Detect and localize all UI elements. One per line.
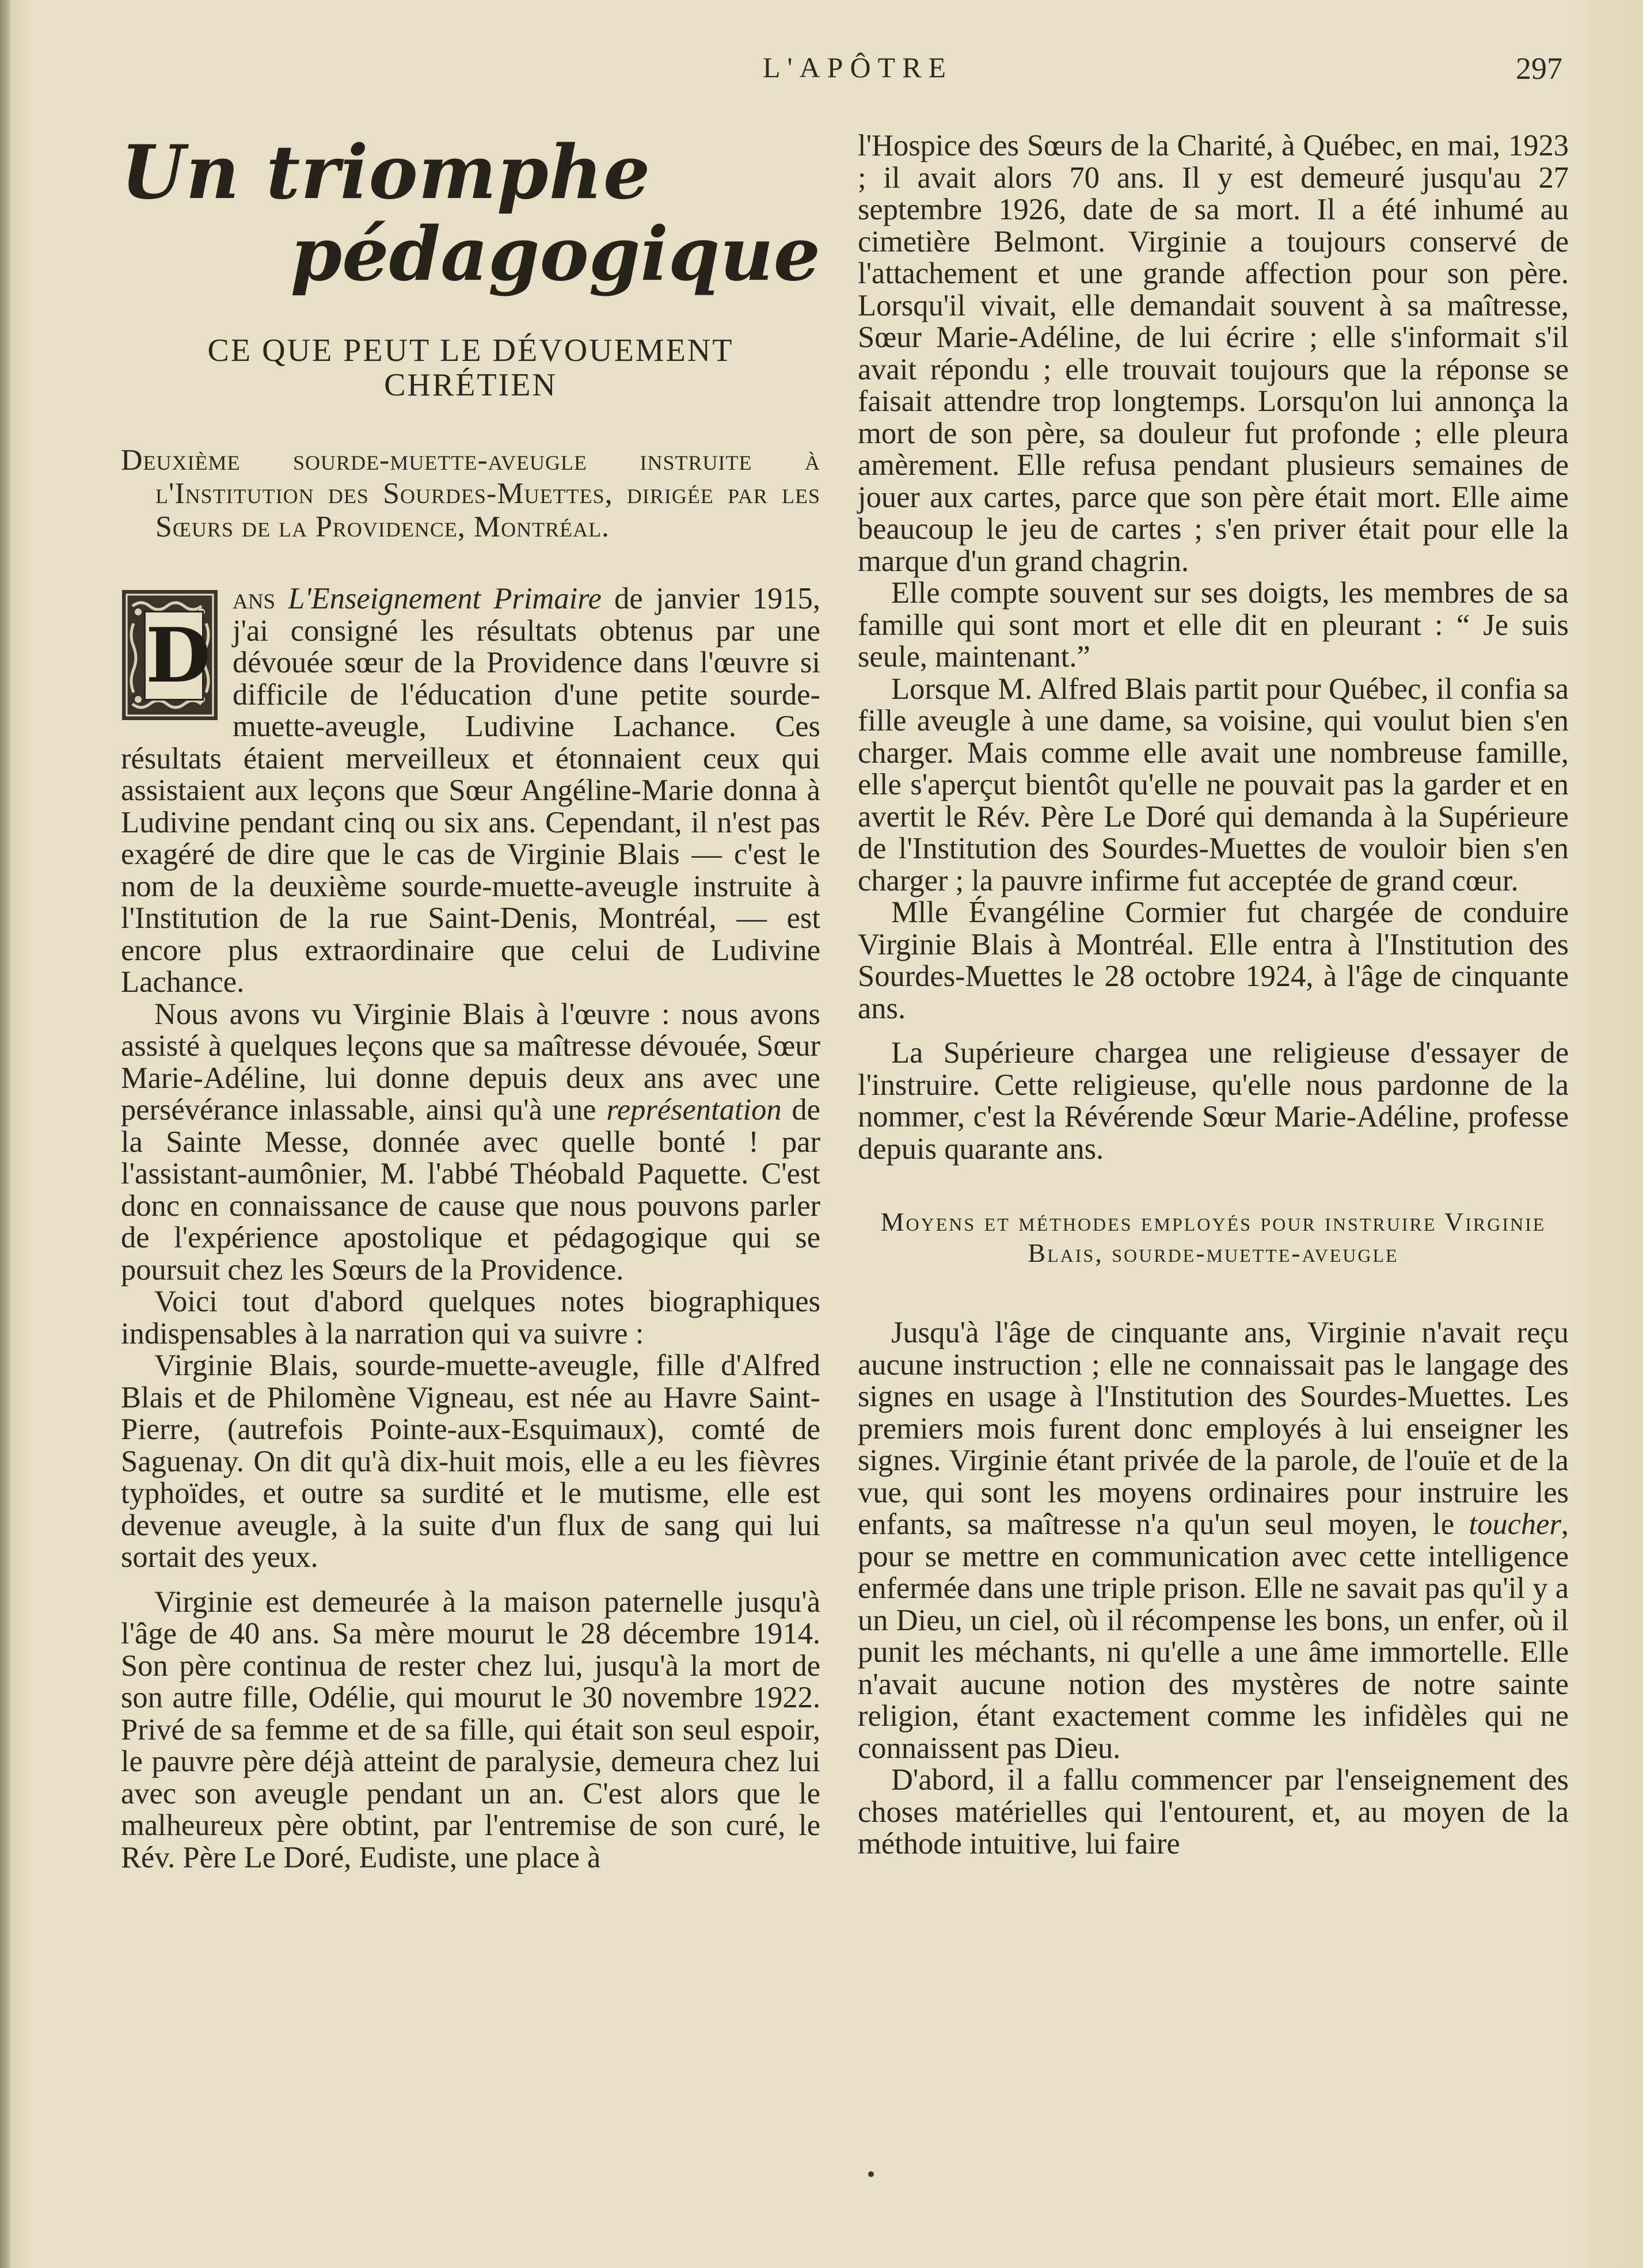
subtitle-line-1: CE QUE PEUT LE DÉVOUEMENT — [207, 333, 734, 368]
subtitle-line-2: CHRÉTIEN — [384, 367, 557, 403]
paragraph-9: Mlle Évangéline Cormier fut chargée de conduire Virginie Blais à Montréal. Elle entra à l'Institution des Sourdes-Muettes le 28 octobre 1924, à l'âge de cinquante ans. — [858, 896, 1569, 1025]
page-number: 297 — [1516, 51, 1562, 86]
title-line-2: pédagogique — [290, 211, 820, 298]
ornamental-dropcap — [121, 589, 219, 721]
article-lede: Deuxième sourde-muette-aveugle instruite à l'Institution des Sourdes-Muettes, dirigée par les Sœurs de la Providence, Montréal. — [121, 444, 820, 543]
title-line-1: Un triomphe — [121, 130, 651, 216]
paragraph-12: D'abord, il a fallu commencer par l'enseignement des choses matérielles qui l'entourent, et, au moyen de la méthode intuitive, lui faire — [858, 1763, 1569, 1860]
ink-dot — [868, 2171, 874, 2177]
paragraph-7: Elle compte souvent sur ses doigts, les membres de sa famille qui sont mort et elle dit en pleurant : “ Je suis seule, maintenant.” — [858, 576, 1569, 673]
paragraph-5: Virginie est demeurée à la maison paternelle jusqu'à l'âge de 40 ans. Sa mère mourut le 28 décembre 1914. Son père continua de rester chez lui, jusqu'à la mort de son autre fille, Odélie, qui mourut le 30 novembre 1922. Privé de sa femme et de sa fille, qui était son seul espoir, le pauvre père déjà atteint de paralysie, demeura chez lui avec son aveugle pendant un an. C'est alors que le malheureux père obtint, par l'entremise de son curé, le Rév. Père Le Doré, Eudiste, une place à — [121, 1585, 820, 1874]
paragraph-8: Lorsque M. Alfred Blais partit pour Québec, il confia sa fille aveugle à une dame, sa voisine, qui voulut bien s'en charger. Mais comme elle avait une nombreuse famille, elle s'aperçut bientôt qu'elle ne pouvait pas la garder et en avertit le Rév. Père Le Doré qui demanda à la Supérieure de l'Institution des Sourdes-Muettes de vouloir bien s'en charger ; la pauvre infirme fut acceptée de grand cœur. — [858, 672, 1569, 897]
right-column — [858, 130, 1569, 1860]
paragraph-4: Virginie Blais, sourde-muette-aveugle, fille d'Alfred Blais et de Philomène Vigneau, est née au Havre Saint-Pierre, (autrefois Pointe-aux-Esquimaux), comté de Saguenay. On dit qu'à dix-huit mois, elle a eu les fièvres typhoïdes, et outre sa surdité et le mutisme, elle est devenue aveugle, à la suite d'un flux de sang qui lui sortait des yeux. — [121, 1349, 820, 1574]
publication-title: L'Enseignement Primaire — [288, 582, 602, 615]
paragraph-2: Nous avons vu Virginie Blais à l'œuvre : nous avons assisté à quelques leçons que sa maîtresse dévouée, Sœur Marie-Adéline, lui donne depuis deux ans avec une persévérance inlassable, ainsi qu'à une représentation de la Sainte Messe, donnée avec quelle bonté ! par l'assistant-aumônier, M. l'abbé Théobald Paquette. C'est donc en connaissance de cause que nous pouvons parler de l'expérience apostolique et pédagogique qui se poursuit chez les Sœurs de la Providence. — [121, 997, 820, 1287]
paragraph-3: Voici tout d'abord quelques notes biographiques indispensables à la narration qui va suivre : — [121, 1285, 820, 1350]
article-subtitle — [121, 333, 820, 402]
left-column — [121, 130, 820, 1874]
dropcap-letter: D — [144, 611, 204, 701]
paragraph-10: La Supérieure chargea une religieuse d'essayer de l'instruire. Cette religieuse, qu'elle nous pardonne de la nommer, c'est la Révérende Sœur Marie-Adéline, professe depuis quarante ans. — [858, 1036, 1569, 1166]
paragraph-6: l'Hospice des Sœurs de la Charité, à Québec, en mai, 1923 ; il avait alors 70 ans. Il y est demeuré jusqu'au 27 septembre 1926, date de sa mort. Il a été inhumé au cimetière Belmont. Virginie a toujours conservé de l'attachement et une grande affection pour son père. Lorsqu'il vivait, elle demandait souvent à sa maîtresse, Sœur Marie-Adéline, de lui écrire ; elle s'informait s'il avait répondu ; elle trouvait toujours que la réponse se faisait attendre trop longtemps. Lorsqu'on lui annonça la mort de son père, sa douleur fut profonde ; elle pleura amèrement. Elle refusa pendant plusieurs semaines de jouer aux cartes, parce que son père était mort. Elle aime beaucoup le jeu de cartes ; s'en priver était pour elle la marque d'un grand chagrin. — [858, 129, 1569, 578]
article-title — [121, 130, 820, 298]
paragraph-1: D ans L'Enseignement Primaire de janvier 1915, j'ai consigné les résultats obtenus par une dévouée sœur de la Providence dans l'œuvre si difficile de l'éducation d'une petite sourde-muette-aveugle, Ludivine Lachance. Ces résultats étaient merveilleux et étonnaient ceux qui assistaient aux leçons que Sœur Angéline-Marie donna à Ludivine pendant cinq ou six ans. Cependant, il n'est pas exagéré de dire que le cas de Virginie Blais — c'est le nom de la deuxième sourde-muette-aveugle instruite à l'Institution de la rue Saint-Denis, Montréal, — est encore plus extraordinaire que celui de Ludivine Lachance. — [121, 582, 821, 999]
section-heading: Moyens et méthodes employés pour instruire Virginie Blais, sourde-muette-aveugle — [880, 1207, 1546, 1268]
running-title: L'APÔTRE — [762, 51, 953, 83]
paragraph-11: Jusqu'à l'âge de cinquante ans, Virginie n'avait reçu aucune instruction ; elle ne connaissait pas le langage des signes en usage à l'Institution des Sourdes-Muettes. Les premiers mois furent donc employés à lui enseigner les signes. Virginie étant privée de la parole, de l'ouïe et de la vue, qui sont les moyens ordinaires pour instruire les enfants, sa maîtresse n'a qu'un seul moyen, le toucher, pour se mettre en communication avec cette intelligence enfermée dans une triple prison. Elle ne savait pas qu'il y a un Dieu, un ciel, où il récompense les bons, un enfer, où il punit les méchants, ni qu'elle a une âme immortelle. Elle n'avait aucune notion des mystères de notre sainte religion, étant exactement comme les infidèles qui ne connaissent pas Dieu. — [858, 1316, 1569, 1765]
binding-edge — [0, 0, 10, 2268]
